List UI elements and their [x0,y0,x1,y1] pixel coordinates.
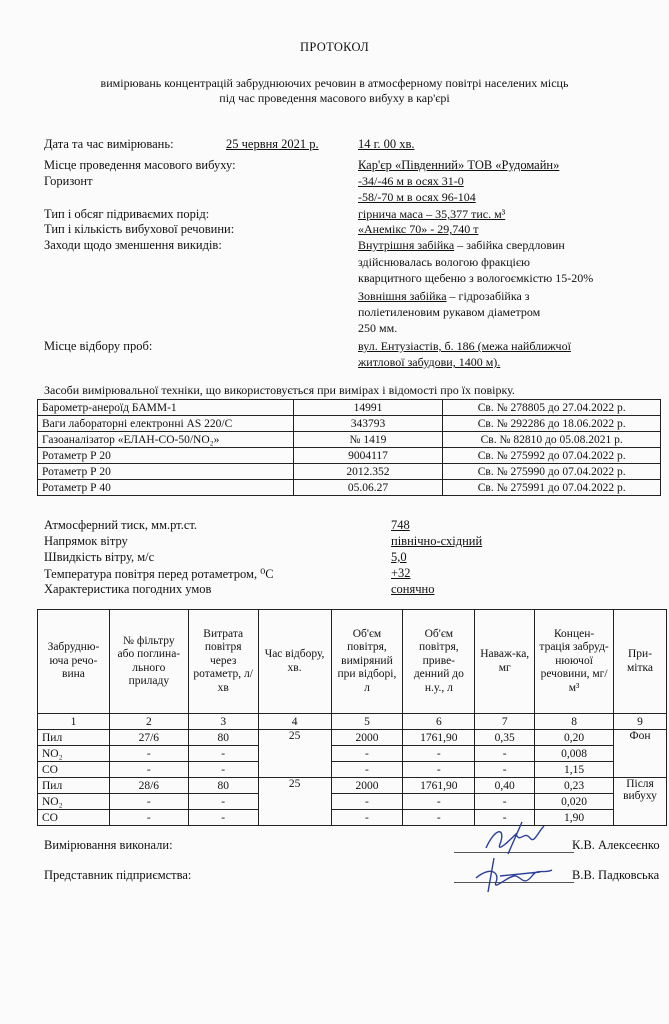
mass-cell: - [475,810,535,826]
results-table [37,609,667,826]
sampling-label: Місце відбору проб: [44,339,153,353]
instrument-number: № 1419 [293,432,443,448]
mass-cell: - [475,762,535,778]
explosive-value: «Анемікс 70» - 29,740 т [358,222,479,236]
instrument-certificate: Св. № 275992 до 07.04.2022 р. [443,448,661,464]
representative-label: Представник підприємства: [44,868,192,882]
concentration-cell: 1,15 [535,762,614,778]
site-value: Кар'єр «Південний» ТОВ «Рудомайн» [358,158,560,172]
substance-cell: Пил [38,730,110,746]
measures-internal-line-2: здійснювалась вологою фракцією [358,255,530,269]
sampling-value-2: житлової забудови, 1400 м). [358,355,501,369]
concentration-cell: 0,020 [535,794,614,810]
filter-cell: - [109,746,188,762]
instruments-table [37,399,661,496]
results-row [38,794,667,810]
instrument-row [38,480,661,496]
instrument-name: Ротаметр Р 20 [38,448,294,464]
subtitle-line-1: вимірювань концентрацій забруднюючих речовин в атмосферному повітрі населених місць [100,76,569,90]
volume-normal-cell: - [403,794,475,810]
results-column-number: 6 [403,714,475,730]
mass-cell: - [475,746,535,762]
instrument-number: 343793 [293,416,443,432]
flow-cell: - [188,762,258,778]
filter-cell: - [109,762,188,778]
flow-cell: - [188,746,258,762]
volume-normal-cell: - [403,746,475,762]
filter-cell: 28/6 [109,778,188,794]
measures-internal-title: Внутрішня забійка [358,238,455,252]
mass-cell: - [475,794,535,810]
sampling-time-cell: 25 [258,730,331,778]
measures-external-line-2: поліетиленовим рукавом діаметром [358,305,541,319]
concentration-cell: 0,20 [535,730,614,746]
pressure-label: Атмосферний тиск, мм.рт.ст. [44,518,198,532]
instrument-certificate: Св. № 278805 до 27.04.2022 р. [443,400,661,416]
temperature-value: +32 [391,566,411,580]
concentration-cell: 0,23 [535,778,614,794]
sampling-value-1: вул. Ентузіастів, б. 186 (межа найближчої [358,339,571,353]
note-cell [614,778,667,826]
temperature-label: Температура повітря перед ротаметром, ⁰С [44,567,274,581]
note-line: Після [626,778,654,790]
flow-cell: - [188,794,258,810]
results-row [38,778,667,794]
instrument-number: 05.06.27 [293,480,443,496]
time-value: 14 г. 00 хв. [358,137,415,151]
instrument-row [38,432,661,448]
volume-cell: 2000 [331,778,403,794]
date-label: Дата та час вимірювань: [44,137,174,151]
flow-cell: 80 [188,730,258,746]
instrument-certificate: Св. № 275990 до 07.04.2022 р. [443,464,661,480]
results-column-number: 2 [109,714,188,730]
wind-direction-value: північно-східний [391,534,483,548]
date-value: 25 червня 2021 р. [226,137,319,151]
results-row [38,762,667,778]
volume-normal-cell: 1761,90 [403,778,475,794]
results-column-number: 5 [331,714,403,730]
results-header-cell: При-мітка [614,610,667,714]
results-column-number: 3 [188,714,258,730]
measures-label: Заходи щодо зменшення викидів: [44,238,222,252]
results-header-cell: Об'єм повітря, приве-денний до н.у., л [403,610,475,714]
instrument-certificate: Св. № 292286 до 18.06.2022 р. [443,416,661,432]
wind-direction-label: Напрямок вітру [44,534,128,548]
page-title: ПРОТОКОЛ [300,40,369,54]
note-cell: Фон [614,730,667,778]
instrument-row [38,464,661,480]
instrument-certificate: Св. № 82810 до 05.08.2021 р. [443,432,661,448]
results-column-number: 8 [535,714,614,730]
results-header-cell: Забрудню-юча речо-вина [38,610,110,714]
results-row [38,810,667,826]
conditions-value: сонячно [391,582,435,596]
performed-by-label: Вимірювання виконали: [44,838,173,852]
instrument-row [38,416,661,432]
volume-normal-cell: 1761,90 [403,730,475,746]
results-header-cell: Наваж-ка, мг [475,610,535,714]
volume-cell: 2000 [331,730,403,746]
instrument-number: 9004117 [293,448,443,464]
results-header-cell: Концен-трація забруд-нюючої речовини, мг/м³ [535,610,614,714]
instrument-name: Ваги лабораторні електронні AS 220/C [38,416,294,432]
instrument-certificate: Св. № 275991 до 07.04.2022 р. [443,480,661,496]
mass-cell: 0,35 [475,730,535,746]
flow-cell: - [188,810,258,826]
volume-cell: - [331,746,403,762]
wind-speed-value: 5,0 [391,550,407,564]
substance-cell: CO [38,810,110,826]
sampling-time-cell: 25 [258,778,331,826]
horizon-label: Горизонт [44,174,93,188]
instruments-caption: Засоби вимірювальної техніки, що використовується при вимірах і відомості про їх повірку. [44,383,515,397]
instrument-name: Барометр-анероїд БАММ-1 [38,400,294,416]
instrument-name: Газоаналізатор «ЕЛАН-СО-50/NO₂» [38,432,294,448]
measures-internal-line-1: Внутрішня забійка – забійка свердловин [358,238,565,252]
filter-cell: 27/6 [109,730,188,746]
measures-external-line-1: Зовнішня забійка – гідрозабійка з [358,289,530,303]
substance-cell: NO₂ [38,794,110,810]
signature-2-image [470,852,560,898]
instrument-row [38,448,661,464]
horizon-value-1: -34/-46 м в осях 31-0 [358,174,464,188]
concentration-cell: 0,008 [535,746,614,762]
instrument-number: 2012.352 [293,464,443,480]
results-column-number: 9 [614,714,667,730]
representative-name: В.В. Падковська [572,868,660,882]
note-line: вибуху [623,790,657,802]
substance-cell: NO₂ [38,746,110,762]
conditions-label: Характеристика погодних умов [44,582,212,596]
results-header-cell: Витрата повітря через ротаметр, л/хв [188,610,258,714]
flow-cell: 80 [188,778,258,794]
instrument-name: Ротаметр Р 20 [38,464,294,480]
measures-external-line-3: 250 мм. [358,321,398,335]
instrument-number: 14991 [293,400,443,416]
site-label: Місце проведення масового вибуху: [44,158,236,172]
wind-speed-label: Швидкість вітру, м/с [44,550,155,564]
mass-cell: 0,40 [475,778,535,794]
volume-cell: - [331,810,403,826]
results-column-number: 1 [38,714,110,730]
measures-external-title: Зовнішня забійка [358,289,447,303]
results-row [38,746,667,762]
results-column-number: 7 [475,714,535,730]
results-header-cell: Час відбору, хв. [258,610,331,714]
page-subtitle [0,76,669,106]
volume-cell: - [331,762,403,778]
filter-cell: - [109,794,188,810]
substance-cell: Пил [38,778,110,794]
results-column-number: 4 [258,714,331,730]
instrument-name: Ротаметр Р 40 [38,480,294,496]
instrument-row [38,400,661,416]
volume-cell: - [331,794,403,810]
performed-by-name: К.В. Алексеєнко [572,838,660,852]
filter-cell: - [109,810,188,826]
results-row [38,730,667,746]
concentration-cell: 1,90 [535,810,614,826]
results-header-cell: № фільтру або поглина-льного приладу [109,610,188,714]
results-header-cell: Об'єм повітря, виміряний при відборі, л [331,610,403,714]
explosive-label: Тип і кількість вибухової речовини: [44,222,235,236]
subtitle-line-2: під час проведення масового вибуху в кар'єрі [219,91,450,105]
rock-value: гірнича маса – 35,377 тис. м³ [358,207,506,221]
horizon-value-2: -58/-70 м в осях 96-104 [358,190,476,204]
substance-cell: CO [38,762,110,778]
volume-normal-cell: - [403,762,475,778]
rock-label: Тип і обсяг підриваємих порід: [44,207,210,221]
volume-normal-cell: - [403,810,475,826]
pressure-value: 748 [391,518,410,532]
measures-internal-line-3: кварцитного щебеню з вологоємкістю 15-20% [358,271,594,285]
